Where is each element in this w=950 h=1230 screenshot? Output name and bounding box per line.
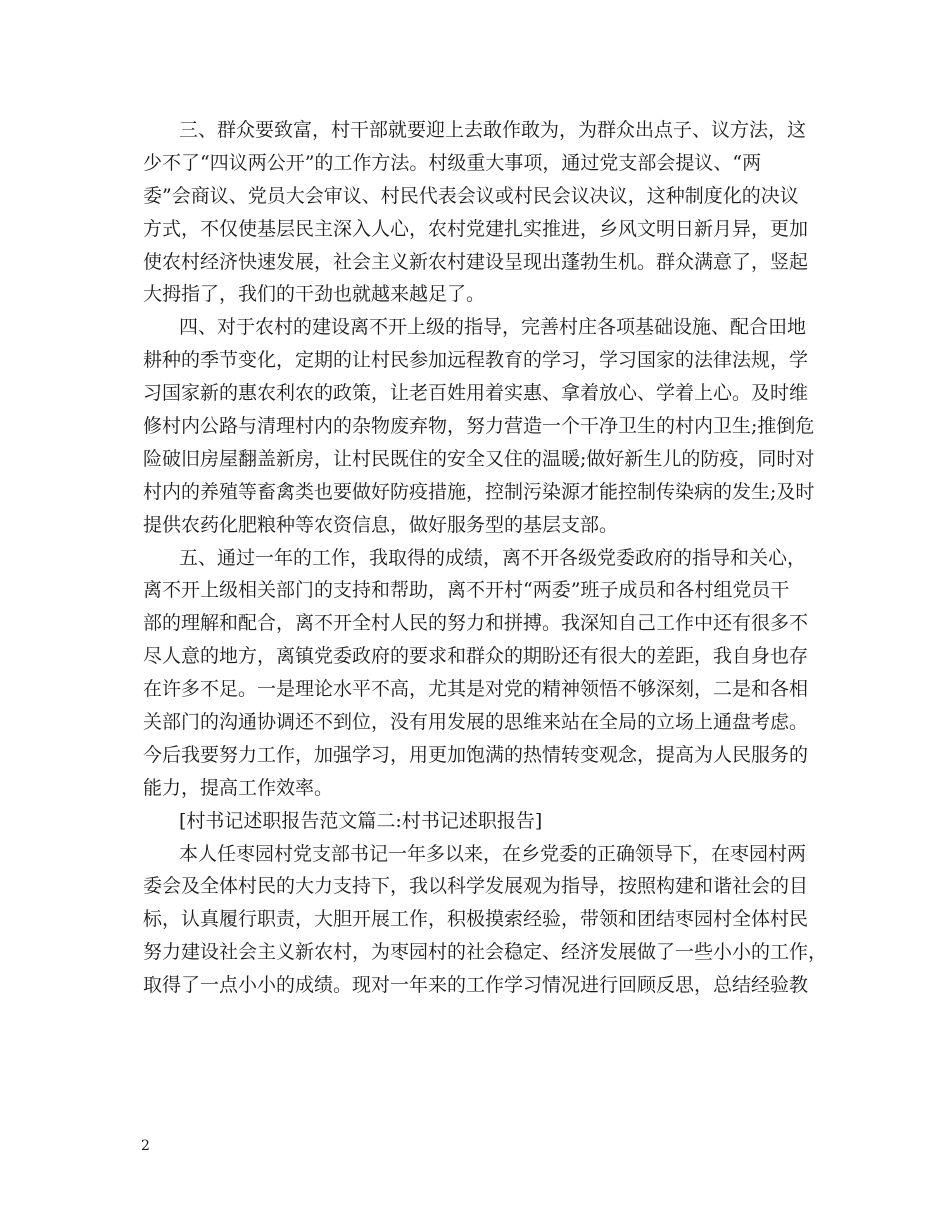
- paragraph-intro: [143, 838, 828, 1002]
- text-line: 少不了“四议两公开”的工作方法。村级重大事项，通过党支部会提议、“两: [143, 151, 762, 174]
- text-line: 方式，不仅使基层民主深入人心，农村党建扎实推进，乡风文明日新月异，更加: [143, 217, 809, 240]
- text-line: 委”会商议、党员大会审议、村民代表会议或村民会议决议，这种制度化的决议: [143, 184, 799, 207]
- text-line: 五、通过一年的工作，我取得的成绩，离不开各级党委政府的指导和关心，: [179, 546, 807, 569]
- text-line: 标，认真履行职责，大胆开展工作，积极摸索经验，带领和团结枣园村全体村民: [143, 908, 809, 931]
- text-line: 部的理解和配合，离不开全村人民的努力和拼搏。我深知自己工作中还有很多不: [143, 612, 809, 635]
- text-line: 险破旧房屋翻盖新房，让村民既住的安全又住的温暖;做好新生儿的防疫，同时对: [143, 447, 815, 470]
- section-heading: [143, 805, 815, 838]
- text-line: 习国家新的惠农利农的政策，让老百姓用着实惠、拿着放心、学着上心。及时维: [143, 382, 809, 405]
- paragraph-3: [143, 114, 815, 311]
- text-line: 尽人意的地方，离镇党委政府的要求和群众的期盼还有很大的差距，我自身也存: [143, 645, 809, 668]
- text-line: 离不开上级相关部门的支持和帮助，离不开村“两委”班子成员和各村组党员干: [143, 579, 790, 602]
- text-line: 取得了一点小小的成绩。现对一年来的工作学习情况进行回顾反思，总结经验教: [143, 974, 809, 997]
- text-line: 本人任枣园村党支部书记一年多以来，在乡党委的正确领导下，在枣园村两: [179, 842, 807, 865]
- text-line: 耕种的季节变化，定期的让村民参加远程教育的学习，学习国家的法律法规，学: [143, 349, 809, 372]
- text-line: 委会及全体村民的大力支持下，我以科学发展观为指导，按照构建和谐社会的目: [143, 875, 809, 898]
- text-line: 今后我要努力工作，加强学习，用更加饱满的热情转变观念，提高为人民服务的: [143, 743, 809, 766]
- text-line: 四、对于农村的建设离不开上级的指导，完善村庄各项基础设施、配合田地: [179, 316, 807, 339]
- text-line: 三、群众要致富，村干部就要迎上去敢作敢为，为群众出点子、议方法，这: [179, 119, 807, 141]
- text-line: 修村内公路与清理村内的杂物废弃物，努力营造一个干净卫生的村内卫生;推倒危: [143, 415, 815, 438]
- paragraph-4: [143, 311, 815, 541]
- section-heading-text: [村书记述职报告范文篇二:村书记述职报告]: [179, 809, 543, 832]
- page-number: 2: [141, 1138, 150, 1154]
- text-line: 提供农药化肥粮种等农资信息，做好服务型的基层支部。: [143, 513, 619, 536]
- text-line: 在许多不足。一是理论水平不高，尤其是对党的精神领悟不够深刻，二是和各相: [143, 678, 809, 701]
- text-line: 使农村经济快速发展，社会主义新农村建设呈现出蓬勃生机。群众满意了，竖起: [143, 250, 809, 273]
- text-line: 努力建设社会主义新农村，为枣园村的社会稳定、经济发展做了一些小小的工作，: [143, 941, 828, 964]
- text-line: 大拇指了，我们的干劲也就越来越足了。: [143, 283, 486, 306]
- text-line: 能力，提高工作效率。: [143, 776, 334, 799]
- document-body: [143, 114, 828, 1002]
- text-line: 关部门的沟通协调还不到位，没有用发展的思维来站在全局的立场上通盘考虑。: [143, 711, 809, 734]
- text-line: 村内的养殖等畜禽类也要做好防疫措施，控制污染源才能控制传染病的发生;及时: [143, 480, 815, 503]
- paragraph-5: [143, 542, 815, 805]
